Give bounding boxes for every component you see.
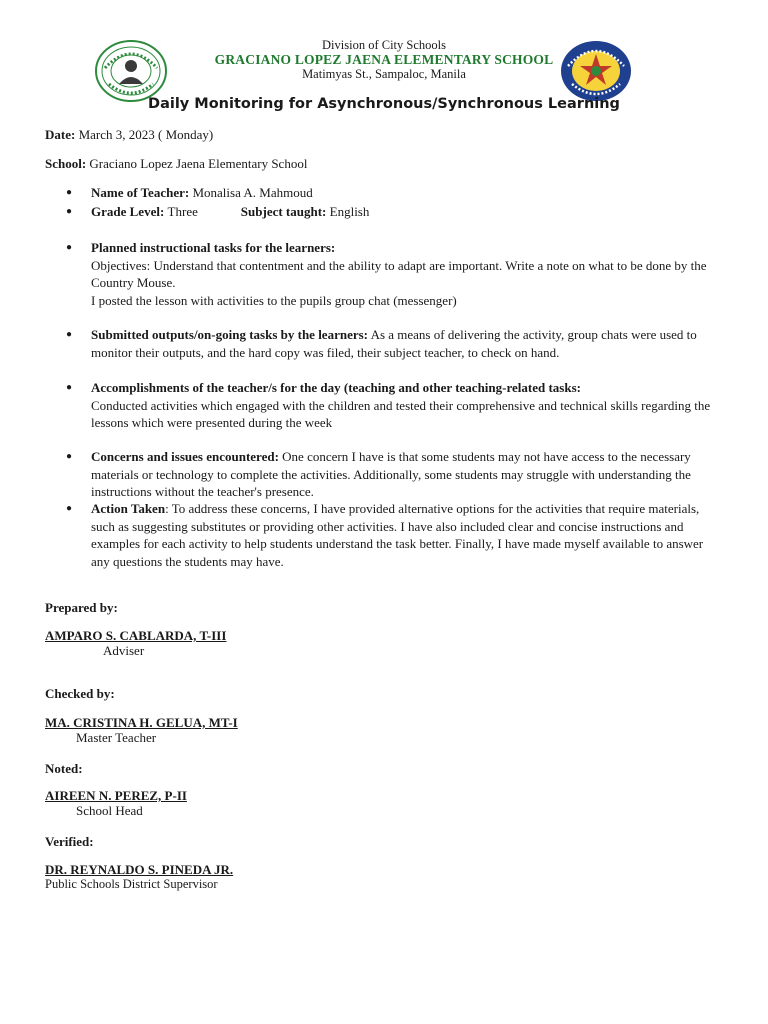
bullet-dot: ● [66, 503, 73, 514]
bullet-dot: ● [66, 187, 73, 198]
date-line [45, 126, 213, 144]
checked-role: Master Teacher [76, 730, 157, 745]
prepared-label: Prepared by: [45, 600, 118, 615]
concerns-label: Concerns and issues encountered: [91, 449, 279, 464]
accomplishments-label: Accomplishments of the teacher/s for the day (teaching and other teaching-related tasks: [91, 380, 581, 395]
objectives-text: Understand that contentment and the ability to adapt are important. Write a note on what to be done by the Country Mouse. [91, 257, 707, 290]
prepared-role: Adviser [103, 643, 145, 658]
verified-name: DR. REYNALDO S. PINEDA JR. [45, 862, 234, 877]
accomplishments-section [91, 379, 721, 432]
objectives-paragraph [91, 257, 721, 292]
checked-name: MA. CRISTINA H. GELUA, MT-I [45, 715, 238, 730]
school-name-heading: GRACIANO LOPEZ JAENA ELEMENTARY SCHOOL [214, 52, 554, 67]
verified-role: Public Schools District Supervisor [45, 877, 218, 891]
school-label: School: [45, 156, 87, 171]
bullet-dot: ● [66, 329, 73, 340]
concerns-section [91, 448, 721, 501]
noted-name: AIREEN N. PEREZ, P-II [45, 788, 187, 803]
bullet-dot: ● [66, 206, 73, 217]
school-value: Graciano Lopez Jaena Elementary School [89, 156, 308, 171]
grade-line [91, 203, 721, 221]
teacher-label: Name of Teacher: [91, 185, 190, 200]
submitted-text: As a means of delivering the activity, group chats were used to monitor their outputs, and the hard copy was filed, their subject teacher, to check on hand. [91, 327, 697, 360]
school-line [45, 155, 307, 173]
school-address: Matimyas St., Sampaloc, Manila [302, 67, 466, 81]
noted-label: Noted: [45, 761, 83, 776]
bullet-dot: ● [66, 242, 73, 253]
bullet-dot: ● [66, 451, 73, 462]
action-text: : To address these concerns, I have provided alternative options for the activities that require materials, such as suggesting substitutes or providing other activities. I have also included clear and concise instructions and examples for each activity to help students understand the task better. Finally, I have made myself available to answer any questions the students may have. [91, 501, 704, 569]
action-section [91, 500, 721, 570]
date-label: Date: [45, 127, 76, 142]
planned-label: Planned instructional tasks for the learners: [91, 240, 336, 255]
teacher-value: Monalisa A. Mahmoud [192, 185, 313, 200]
date-value: March 3, 2023 ( Monday) [78, 127, 214, 142]
verified-label: Verified: [45, 834, 94, 849]
planned-note: I posted the lesson with activities to the pupils group chat (messenger) [91, 292, 457, 308]
subject-value: English [329, 204, 370, 219]
action-label: Action Taken [91, 501, 166, 516]
objectives-label: Objectives: [91, 257, 151, 273]
subject-label: Subject taught: [240, 204, 327, 219]
submitted-label: Submitted outputs/on-going tasks by the learners: [91, 327, 369, 342]
planned-section [91, 239, 721, 309]
division-heading: Division of City Schools [322, 38, 446, 52]
document-title: Daily Monitoring for Asynchronous/Synchronous Learning [148, 96, 620, 112]
grade-label: Grade Level: [91, 204, 165, 219]
concerns-text: One concern I have is that some students may not have access to the necessary materials or technology to complete the activities. Additionally, some students may struggle with understanding the instructions without the teacher's presence. [91, 449, 691, 499]
accomplishments-text: Conducted activities which engaged with the children and tested their comprehensive and technical skills regarding the lessons which were presented during the week [91, 397, 711, 430]
submitted-section [91, 326, 721, 361]
checked-label: Checked by: [45, 686, 115, 701]
teacher-line [91, 184, 721, 202]
bullet-dot: ● [66, 382, 73, 393]
noted-role: School Head [76, 803, 143, 818]
grade-value: Three [167, 204, 198, 219]
prepared-name: AMPARO S. CABLARDA, T-III [45, 628, 227, 643]
